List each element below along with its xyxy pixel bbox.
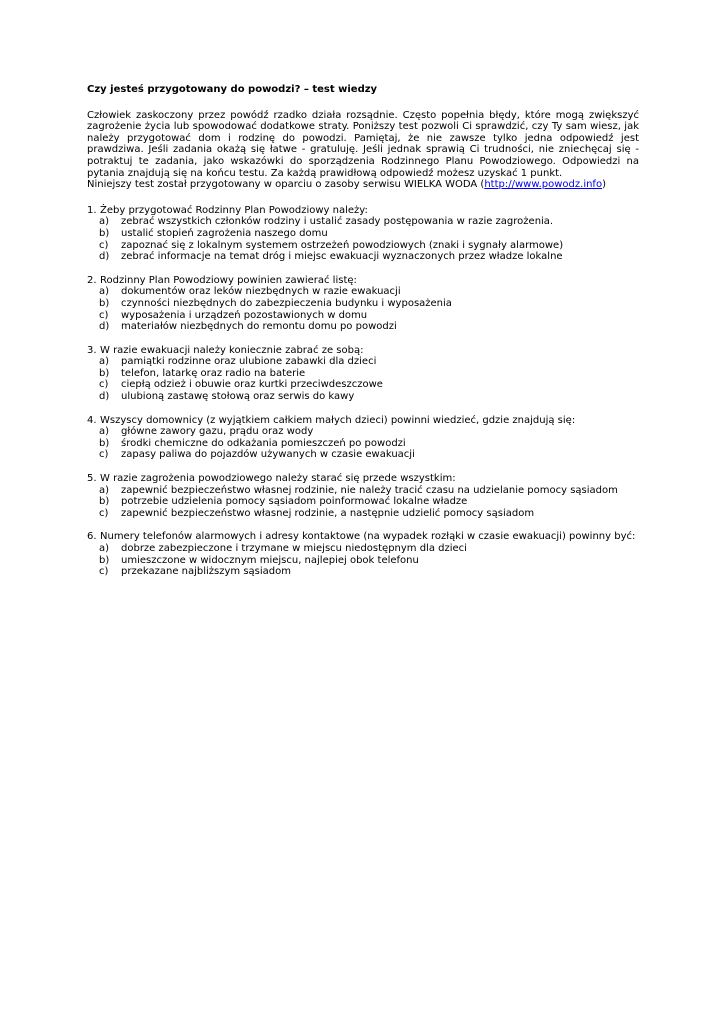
answer-text: potrzebie udzielenia pomocy sąsiadom poinformować lokalne władze	[121, 496, 468, 508]
source-link[interactable]: http://www.powodz.info	[484, 179, 603, 191]
question-number: 2.	[87, 274, 97, 286]
source-suffix: )	[602, 179, 606, 191]
answer-list	[87, 216, 639, 262]
answer-letter: b)	[99, 367, 110, 379]
answer-letter: d)	[99, 321, 110, 333]
answer-letter: c)	[99, 309, 109, 321]
answer-letter: a)	[99, 484, 110, 496]
answer-text: główne zawory gazu, prądu oraz wody	[121, 426, 314, 438]
source-line	[87, 179, 639, 191]
question-text: Wszyscy domownicy (z wyjątkiem całkiem małych dzieci) powinni wiedzieć, gdzie znajdują się:	[100, 414, 576, 426]
answer-item	[99, 251, 639, 263]
answer-item	[99, 240, 639, 252]
answer-item	[99, 310, 639, 322]
answer-item	[99, 496, 639, 508]
answer-item	[99, 391, 639, 403]
question-number: 6.	[87, 531, 97, 543]
answer-item	[99, 298, 639, 310]
answer-text: ulubioną zastawę stołową oraz serwis do kawy	[121, 391, 355, 403]
answer-letter: d)	[99, 391, 110, 403]
answer-letter: a)	[99, 543, 110, 554]
answer-text: zapewnić bezpieczeństwo własnej rodzinie, a następnie udzielić pomocy sąsiadom	[121, 507, 535, 519]
answer-item	[99, 228, 639, 240]
answer-item	[99, 555, 639, 567]
answer-item	[99, 216, 639, 228]
answer-item	[99, 485, 639, 497]
question-list	[87, 205, 639, 578]
question-header	[87, 205, 639, 217]
answer-text: zapasy paliwa do pojazdów używanych w czasie ewakuacji	[121, 449, 415, 461]
answer-text: dokumentów oraz leków niezbędnych w razie ewakuacji	[121, 286, 401, 298]
answer-text: telefon, latarkę oraz radio na baterie	[121, 367, 306, 379]
answer-item	[99, 438, 639, 450]
answer-list	[87, 356, 639, 402]
answer-text: zapoznać się z lokalnym systemem ostrzeżeń powodziowych (znaki i sygnały alarmowe)	[121, 239, 564, 251]
answer-text: umieszczone w widocznym miejscu, najlepiej obok telefonu	[121, 554, 419, 566]
question-item	[87, 531, 639, 577]
answer-letter: c)	[99, 449, 109, 461]
answer-item	[99, 286, 639, 298]
intro-paragraph: Człowiek zaskoczony przez powódź rzadko działa rozsądnie. Często popełnia błędy, które mogą zwiększyć zagrożenie życia lub spowodować dodatkowe straty. Poniższy test pozwoli Ci sprawdzić, czy Ty sam wiesz, jak należy przygotować dom i rodzinę do powodzi. Pamiętaj, że nie zawsze tylko jedna odpowiedź jest prawdziwa. Jeśli zadania okażą się łatwe - gratuluję. Jeśli jednak sprawią Ci trudności, nie zniechęcaj się - potraktuj te zadania, jako wskazówki do sporządzenia Rodzinnego Planu Powodziowego. Odpowiedzi na pytania znajdują się na końcu testu. Za każdą prawidłową odpowiedź możesz uzyskać 1 punkt.	[87, 109, 639, 179]
answer-item	[99, 508, 639, 520]
answer-item	[99, 543, 639, 555]
question-item	[87, 205, 639, 263]
answer-letter: b)	[99, 297, 110, 309]
answer-list	[87, 485, 639, 520]
question-text: W razie zagrożenia powodziowego należy starać się przede wszystkim:	[100, 473, 456, 485]
answer-letter: c)	[99, 239, 109, 251]
question-number: 4.	[87, 414, 97, 426]
answer-letter: b)	[99, 227, 110, 239]
answer-text: środki chemiczne do odkażania pomieszczeń po powodzi	[121, 437, 406, 449]
answer-item	[99, 426, 639, 438]
answer-text: dobrze zabezpieczone i trzymane w miejscu niedostępnym dla dzieci	[121, 543, 467, 554]
answer-letter: a)	[99, 356, 110, 368]
question-header	[87, 275, 639, 287]
answer-letter: c)	[99, 566, 109, 578]
question-header	[87, 473, 639, 485]
answer-text: czynności niezbędnych do zabezpieczenia budynku i wyposażenia	[121, 297, 452, 309]
answer-letter: c)	[99, 379, 109, 391]
answer-letter: b)	[99, 437, 110, 449]
intro-section	[87, 110, 639, 191]
question-item	[87, 345, 639, 403]
answer-text: zebrać wszystkich członków rodziny i ustalić zasady postępowania w razie zagrożenia.	[121, 216, 554, 228]
answer-letter: d)	[99, 251, 110, 263]
answer-text: pamiątki rodzinne oraz ulubione zabawki dla dzieci	[121, 356, 377, 368]
answer-list	[87, 543, 639, 578]
answer-text: ustalić stopień zagrożenia naszego domu	[121, 227, 328, 239]
document-page	[87, 84, 639, 578]
answer-item	[99, 449, 639, 461]
document-title: Czy jesteś przygotowany do powodzi? – test wiedzy	[87, 84, 378, 95]
answer-text: materiałów niezbędnych do remontu domu po powodzi	[121, 321, 397, 333]
question-text: Żeby przygotować Rodzinny Plan Powodziowy należy:	[100, 204, 368, 216]
answer-item	[99, 368, 639, 380]
answer-text: zebrać informacje na temat dróg i miejsc ewakuacji wyznaczonych przez władze lokalne	[121, 251, 563, 263]
answer-letter: c)	[99, 507, 109, 519]
answer-item	[99, 379, 639, 391]
source-prefix: Niniejszy test został przygotowany w oparciu o zasoby serwisu WIELKA WODA (	[87, 179, 485, 191]
answer-letter: b)	[99, 496, 110, 508]
answer-letter: a)	[99, 426, 110, 438]
answer-letter: b)	[99, 554, 110, 566]
answer-letter: a)	[99, 286, 110, 298]
question-item	[87, 275, 639, 333]
answer-item	[99, 356, 639, 368]
question-text: Rodzinny Plan Powodziowy powinien zawierać listę:	[100, 274, 357, 286]
question-header	[87, 531, 639, 543]
question-header	[87, 345, 639, 357]
question-header	[87, 415, 639, 427]
question-item	[87, 415, 639, 461]
answer-letter: a)	[99, 216, 110, 228]
question-number: 3.	[87, 344, 97, 356]
question-item	[87, 473, 639, 519]
answer-text: ciepłą odzież i obuwie oraz kurtki przeciwdeszczowe	[121, 379, 383, 391]
answer-text: wyposażenia i urządzeń pozostawionych w domu	[121, 309, 368, 321]
answer-list	[87, 426, 639, 461]
answer-text: zapewnić bezpieczeństwo własnej rodzinie, nie należy tracić czasu na udzielanie pomocy sąsiadom	[121, 484, 618, 496]
question-number: 5.	[87, 473, 97, 485]
question-text: W razie ewakuacji należy koniecznie zabrać ze sobą:	[100, 344, 364, 356]
answer-item	[99, 321, 639, 333]
question-text: Numery telefonów alarmowych i adresy kontaktowe (na wypadek rozłąki w czasie ewakuacji) powinny być:	[100, 531, 636, 543]
answer-text: przekazane najbliższym sąsiadom	[121, 566, 292, 578]
answer-list	[87, 286, 639, 332]
answer-item	[99, 566, 639, 578]
question-number: 1.	[87, 204, 97, 216]
